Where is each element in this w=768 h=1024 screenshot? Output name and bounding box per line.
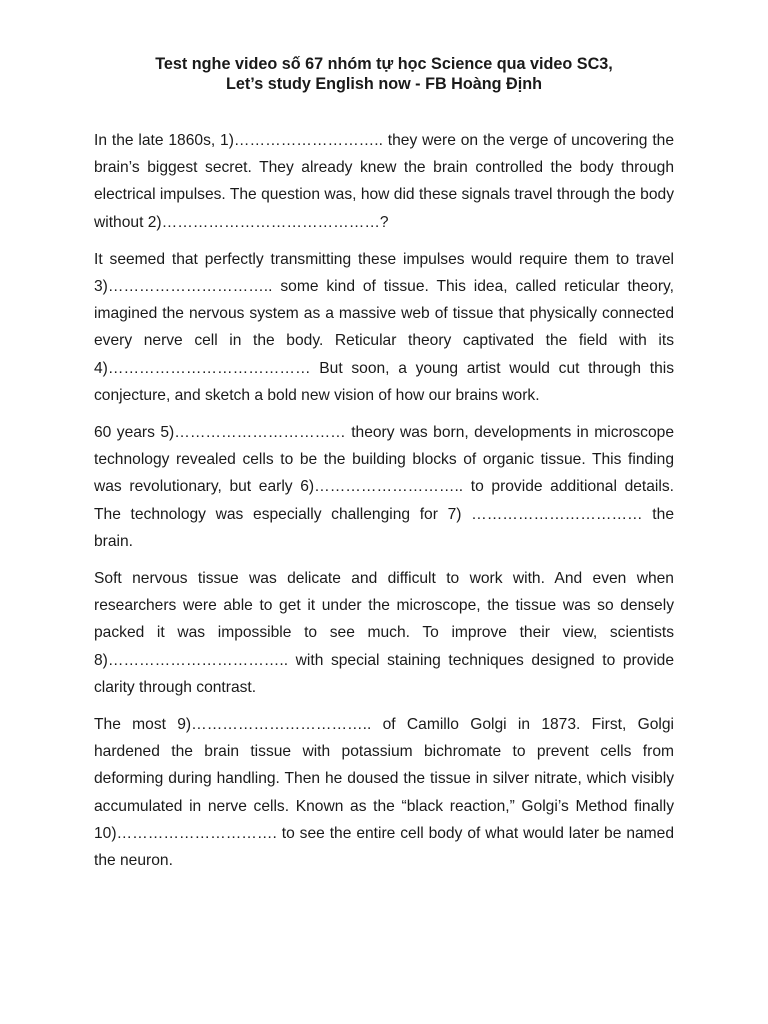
paragraph-2: It seemed that perfectly transmitting these impulses would require them to travel 3)………………………….. some kind of tissue. This idea, called reticular theory, imagined the nervous system as a massive web of tissue that physically connected every nerve cell in the body. Reticular theory captivated the field with its 4)………………………………… But soon, a young artist would cut through this conjecture, and sketch a bold new vision of how our brains work. — [94, 250, 674, 404]
paragraph-4: Soft nervous tissue was delicate and difficult to work with. And even when researchers were able to get it under the microscope, the tissue was so densely packed it was impossible to see much. To improve their view, scientists 8)…………………………….. with special staining techniques designed to provide clarity through contrast. — [94, 570, 674, 696]
title-line-2: Let’s study English now - FB Hoàng Định — [226, 75, 542, 93]
paragraph-1: In the late 1860s, 1)……………………….. they were on the verge of uncovering the brain’s biggest secret. They already knew the brain controlled the body through electrical impulses. The question was, how did these signals travel through the body without 2)……………………………………? — [94, 132, 674, 231]
paragraph-5: The most 9)…………………………….. of Camillo Golgi in 1873. First, Golgi hardened the brain tissue with potassium bichromate to prevent cells from deforming during handling. Then he doused the tissue in silver nitrate, which visibly accumulated in nerve cells. Known as the “black reaction,” Golgi’s Method finally 10)…………………………. to see the entire cell body of what would later be named the neuron. — [94, 716, 674, 870]
title-line-1: Test nghe video số 67 nhóm tự học Science qua video SC3, — [155, 55, 613, 73]
paragraph-3: 60 years 5)…………………………… theory was born, developments in microscope technology revealed cells to be the building blocks of organic tissue. This finding was revolutionary, but early 6)……………………….. to provide additional details. The technology was especially challenging for 7) …………………………… the brain. — [94, 424, 674, 550]
document-title — [94, 54, 674, 94]
